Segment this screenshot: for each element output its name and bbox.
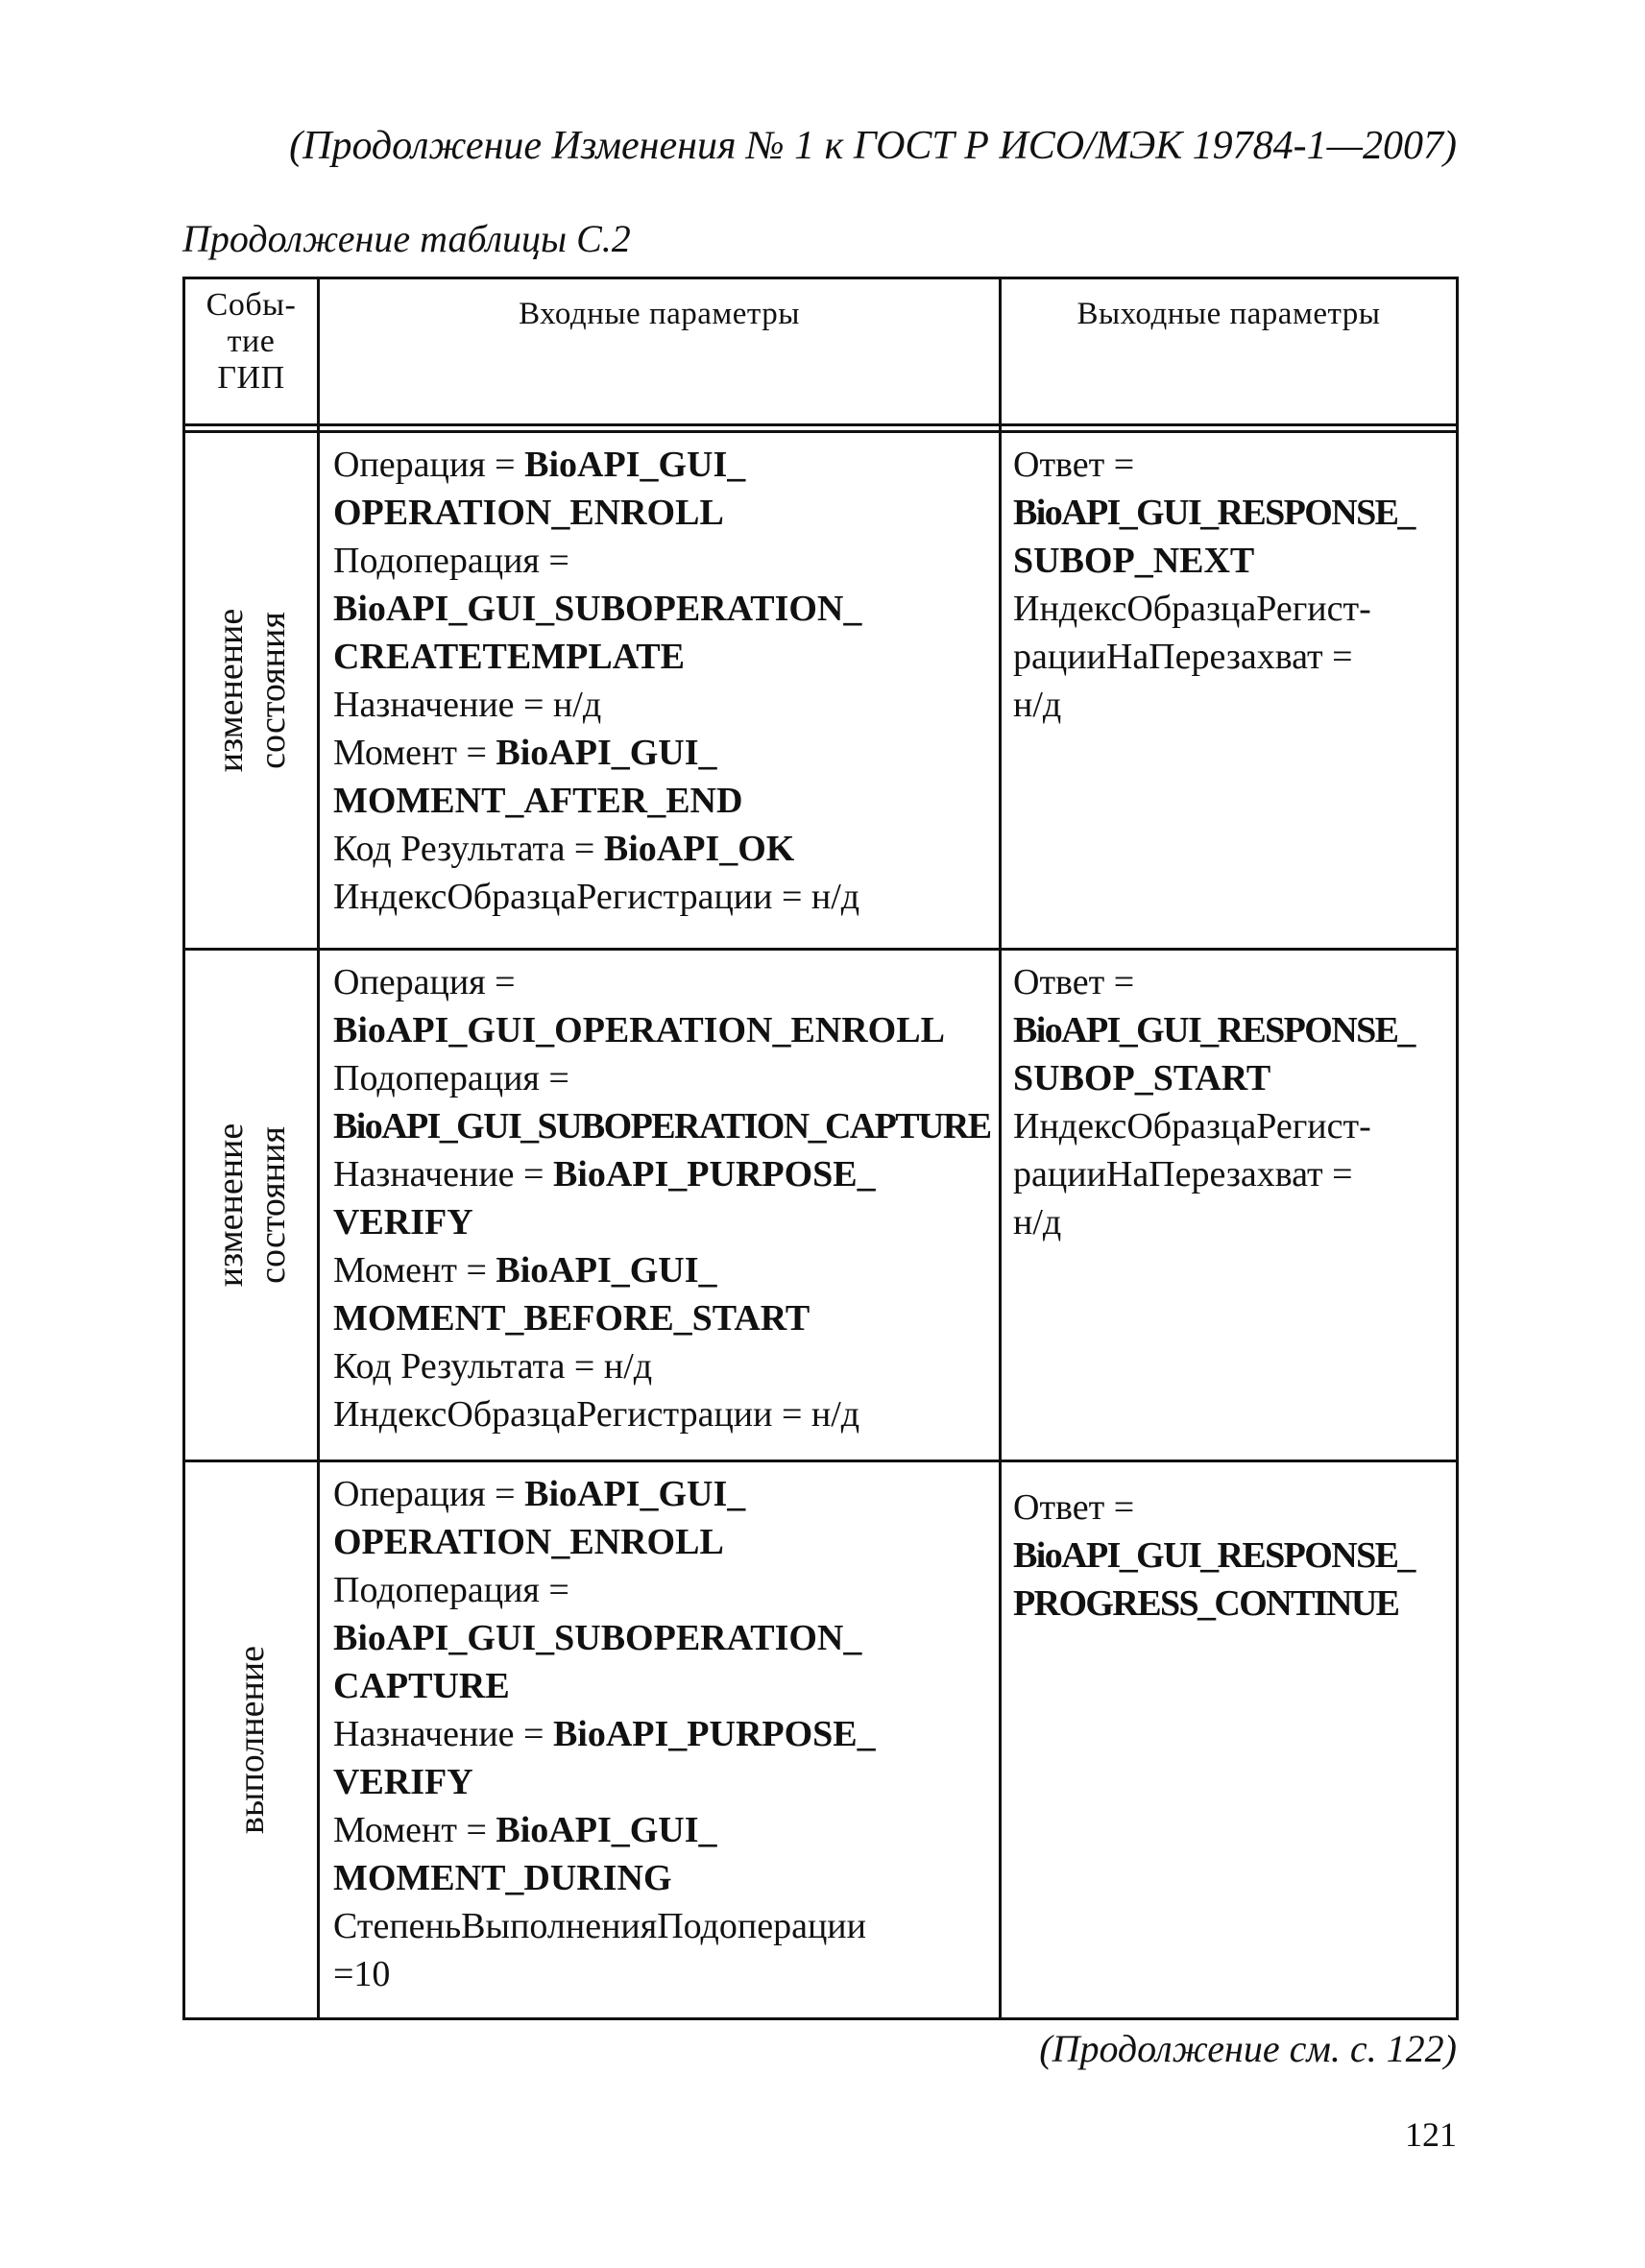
param-line: Ответ =	[1013, 962, 1135, 1002]
param-line: BioAPI_GUI_OPERATION_ENROLL	[333, 1010, 945, 1050]
param-line: MOMENT_DURING	[333, 1858, 672, 1898]
output-cell	[1001, 950, 1458, 1461]
param-line: Операция =	[333, 962, 516, 1002]
event-label	[230, 1646, 273, 1834]
param-line: MOMENT_BEFORE_START	[333, 1298, 810, 1339]
param-line: BioAPI_GUI_RESPONSE_	[1013, 493, 1415, 533]
param-line: Подоперация =	[333, 1570, 569, 1610]
param-line: СтепеньВыполненияПодоперации	[333, 1906, 866, 1946]
param-line: CREATETEMPLATE	[333, 637, 685, 677]
event-cell	[184, 432, 319, 950]
event-label-line: изменение	[209, 1122, 251, 1288]
table-row	[184, 1461, 1458, 2019]
event-label-line: изменение	[209, 608, 251, 773]
header-event-line: ГИП	[217, 360, 285, 396]
param-line: н/д	[1013, 685, 1062, 725]
param-line: BioAPI_GUI_SUBOPERATION_	[333, 1618, 862, 1658]
param-line: Код Результата = BioAPI_OK	[333, 829, 795, 869]
input-cell	[319, 950, 1001, 1461]
param-line: OPERATION_ENROLL	[333, 493, 724, 533]
param-line: OPERATION_ENROLL	[333, 1522, 724, 1562]
param-line: Назначение = н/д	[333, 685, 602, 725]
event-cell	[184, 1461, 319, 2019]
page-number: 121	[1405, 2115, 1457, 2154]
param-line: CAPTURE	[333, 1666, 510, 1706]
header-input: Входные параметры	[319, 278, 1001, 425]
event-label-line: выполнение	[230, 1645, 272, 1835]
header-event-line: тие	[227, 324, 276, 359]
param-line: BioAPI_GUI_SUBOPERATION_	[333, 589, 862, 629]
param-line: =10	[333, 1954, 391, 1994]
param-line: Назначение = BioAPI_PURPOSE_	[333, 1154, 876, 1194]
table-caption: Продолжение таблицы С.2	[182, 217, 631, 260]
table-header-row	[184, 278, 1458, 425]
param-line: Операция = BioAPI_GUI_	[333, 1474, 746, 1514]
event-cell	[184, 950, 319, 1461]
param-line: Подоперация =	[333, 541, 569, 581]
param-line: BioAPI_GUI_RESPONSE_	[1013, 1010, 1415, 1050]
param-line: рацииНаПерезахват =	[1013, 1154, 1353, 1194]
event-label	[209, 609, 294, 772]
param-line: Назначение = BioAPI_PURPOSE_	[333, 1714, 876, 1754]
continuation-note: (Продолжение см. с. 122)	[1039, 2027, 1457, 2070]
header-output: Выходные параметры	[1001, 278, 1458, 425]
header-note: (Продолжение Изменения № 1 к ГОСТ Р ИСО/МЭК 19784-1—2007)	[289, 124, 1457, 168]
output-cell	[1001, 1461, 1458, 2019]
param-line: BioAPI_GUI_SUBOPERATION_CAPTURE	[333, 1106, 991, 1146]
parameters-table	[182, 277, 1459, 2020]
header-event-line: Собы-	[206, 287, 297, 323]
table-row	[184, 950, 1458, 1461]
param-line: Код Результата = н/д	[333, 1346, 653, 1387]
param-line: рацииНаПерезахват =	[1013, 637, 1353, 677]
param-line: VERIFY	[333, 1202, 473, 1243]
event-label-line: состояния	[252, 612, 293, 769]
param-line: н/д	[1013, 1202, 1062, 1243]
param-line: ИндексОбразцаРегистрации = н/д	[333, 877, 860, 917]
param-line: Момент = BioAPI_GUI_	[333, 1810, 717, 1850]
event-label	[209, 1123, 294, 1287]
table-row	[184, 432, 1458, 950]
input-cell	[319, 1461, 1001, 2019]
param-line: Момент = BioAPI_GUI_	[333, 733, 717, 773]
input-cell	[319, 432, 1001, 950]
param-line: Ответ =	[1013, 1487, 1135, 1528]
param-line: Момент = BioAPI_GUI_	[333, 1250, 717, 1291]
header-event	[184, 278, 319, 425]
param-line: Операция = BioAPI_GUI_	[333, 445, 746, 485]
param-line: VERIFY	[333, 1762, 473, 1802]
event-label-line: состояния	[252, 1126, 293, 1284]
param-line: PROGRESS_CONTINUE	[1013, 1583, 1399, 1624]
param-line: SUBOP_START	[1013, 1058, 1271, 1098]
param-line: ИндексОбразцаРегист-	[1013, 589, 1371, 629]
param-line: Подоперация =	[333, 1058, 569, 1098]
param-line: Ответ =	[1013, 445, 1135, 485]
header-separator	[184, 425, 1458, 432]
param-line: BioAPI_GUI_RESPONSE_	[1013, 1535, 1415, 1576]
param-line: SUBOP_NEXT	[1013, 541, 1255, 581]
param-line: MOMENT_AFTER_END	[333, 781, 743, 821]
output-cell	[1001, 432, 1458, 950]
param-line: ИндексОбразцаРегист-	[1013, 1106, 1371, 1146]
param-line: ИндексОбразцаРегистрации = н/д	[333, 1394, 860, 1435]
